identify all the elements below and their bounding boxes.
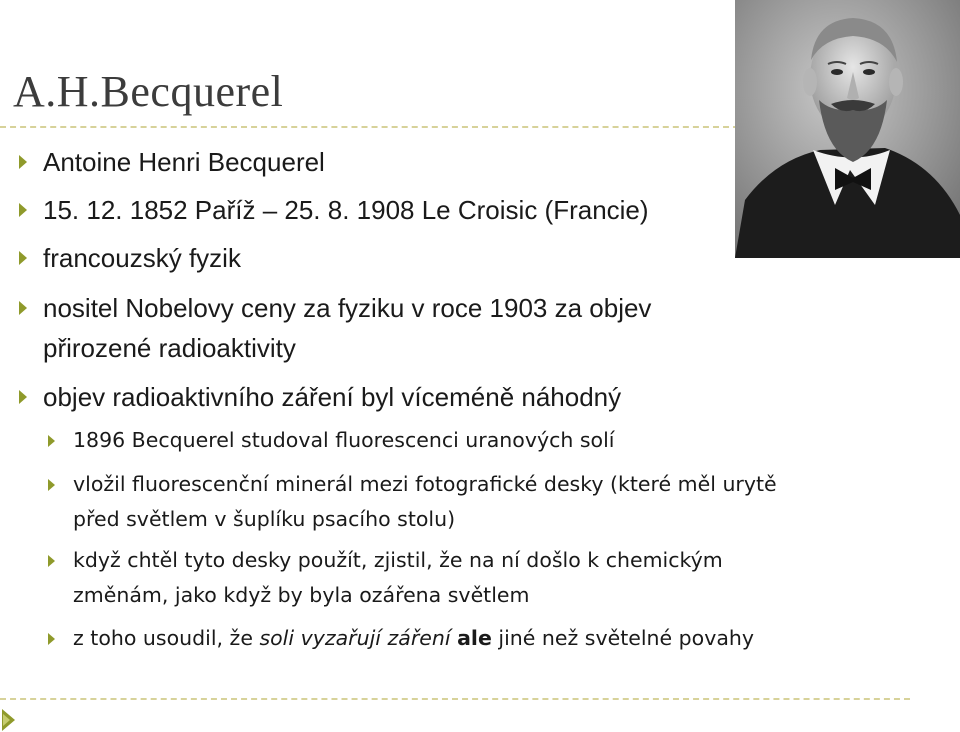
bullet-item: Antoine Henri Becquerel (43, 147, 325, 177)
conclusion-italic: soli vyzařují záření (259, 626, 451, 650)
bullet-item: nositel Nobelovy ceny za fyziku v roce 1903 za objev (43, 293, 652, 323)
sub-bullet-item (73, 621, 754, 656)
bullet-item-continuation: přirozené radioaktivity (43, 333, 296, 363)
sub-bullet-item-continuation: změnám, jako když by byla ozářena světlem (73, 583, 530, 607)
bullet-item: objev radioaktivního záření byl víceméně náhodný (43, 382, 622, 412)
sub-bullet-marker-icon (48, 479, 55, 491)
bullet-item: 15. 12. 1852 Paříž – 25. 8. 1908 Le Croisic (Francie) (43, 195, 649, 225)
portrait-photo (735, 0, 960, 258)
sub-bullet-marker-icon (48, 633, 55, 645)
bullet-marker-icon (19, 203, 27, 217)
bullet-marker-icon (19, 251, 27, 265)
arrow-highlight (3, 714, 10, 726)
portrait-image (735, 0, 960, 258)
sub-bullet-marker-icon (48, 555, 55, 567)
conclusion-text: z toho usoudil, že (73, 626, 260, 650)
sub-bullet-marker-icon (48, 435, 55, 447)
next-slide-arrow-icon[interactable] (2, 709, 15, 731)
sub-bullet-item: vložil fluorescenční minerál mezi fotografické desky (které měl urytě (73, 472, 777, 496)
sub-bullet-item: 1896 Becquerel studoval fluorescenci uranových solí (73, 428, 615, 452)
bullet-marker-icon (19, 390, 27, 404)
slide-title: A.H.Becquerel (13, 67, 284, 116)
sub-bullet-item: když chtěl tyto desky použít, zjistil, že na ní došlo k chemickým (73, 548, 723, 572)
bullet-marker-icon (19, 301, 27, 315)
bullet-marker-icon (19, 155, 27, 169)
conclusion-end: jiné než světelné povahy (491, 626, 755, 650)
conclusion-bold: ale (457, 626, 492, 650)
sub-bullet-item-continuation: před světlem v šuplíku psacího stolu) (73, 507, 456, 531)
bullet-item: francouzský fyzik (43, 243, 241, 273)
footer-divider (0, 698, 910, 700)
